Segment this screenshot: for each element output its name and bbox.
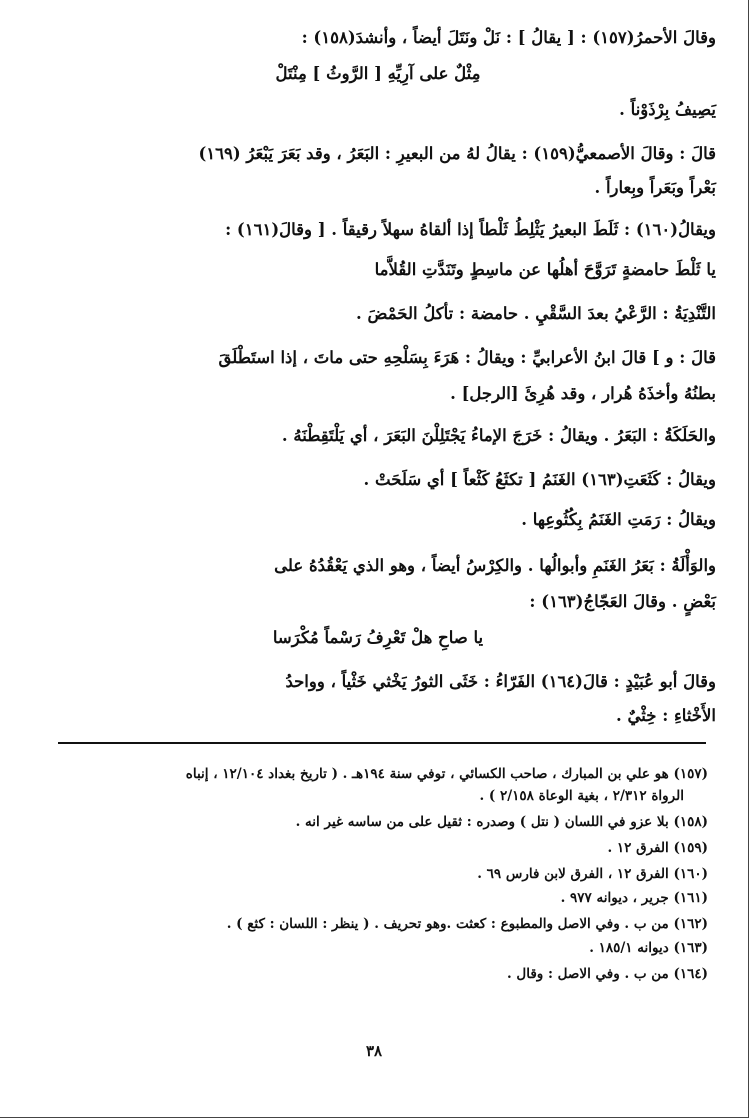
text-line: الأَخْثاءِ : خِثْيٌ . <box>616 706 716 725</box>
page-number: ٣٨ <box>365 1042 383 1060</box>
footnote: (١٦٢) من ب . وفي الاصل والمطبوع : كعثت .وهو تحريف . ( ينظر : اللسان : كثع ) . <box>226 916 708 932</box>
verse-line: يا ثَلْطَ حامضةٍ تَرَوَّحَ أهلُها عن ماسِطٍ وتَنَدَّتِ القُلاَّما <box>374 260 716 279</box>
verse-line: مِثْلٌ على آرِيِّهِ [ الرَّوثُ ] مِنْتَلْ <box>275 64 481 83</box>
text-line: ويقالُ : رَمَتِ الغَنَمُ بِكُثُوعِها . <box>521 510 716 529</box>
footnote: (١٥٩) الفرق ١٢ . <box>607 840 708 856</box>
footnote-separator <box>58 742 706 744</box>
footnote: (١٥٨) بلا عزو في اللسان ( نتل ) وصدره : ثقيل على من ساسه غير انه . <box>295 814 708 830</box>
footnote: (١٦١) جرير ، ديوانه ٩٧٧ . <box>560 890 708 906</box>
text-line: يَصِيفُ بِرْذَوْناً . <box>619 100 716 119</box>
text-line: والوَأْلَةُ : بَعَرُ الغَنَمِ وأبوالُها . والكِرْسُ أيضاً ، وهو الذي يَعْقُدُهُ على <box>274 556 716 575</box>
footnote: (١٦٠) الفرق ١٢ ، الفرق لابن فارس ٦٩ . <box>477 866 708 882</box>
verse-line: يا صاحِ هلْ تَعْرِفُ رَسْماً مُكْرَسا <box>272 628 484 647</box>
text-line: والحَلَكَةُ : البَعَرُ . ويقالُ : خَرَجَ الإماءُ يَجْتَلِلْنَ البَعَرَ ، أي يَلْتَقِطْنَهُ . <box>281 426 716 445</box>
footnote: (١٥٧) هو علي بن المبارك ، صاحب الكسائي ، توفي سنة ١٩٤هـ . ( تاريخ بغداد ١٢/١٠٤ ، إنباه <box>185 766 708 782</box>
footnote: الرواة ٢/٣١٢ ، بغية الوعاة ٢/١٥٨ ) . <box>479 788 684 804</box>
text-line: بطنُهُ وأخذَهُ هُرار ، وقد هُرِئَ [الرجل] . <box>450 384 716 403</box>
text-line: ويقالُ : كَثَعَتِ(١٦٣) الغَنَمُ [ تكثَعُ كَثْعاً ] أي سَلَحَتْ . <box>363 470 716 489</box>
text-line: قالَ : و ] قالَ ابنُ الأعرابيِّ : ويقالُ : هَرَءَ بِسَلْحِهِ حتى ماتَ ، إذا استَطْلَقَ <box>218 348 716 367</box>
footnote: (١٦٤) من ب . وفي الاصل : وقال . <box>507 966 708 982</box>
footnote: (١٦٣) ديوانه ١٨٥/١ . <box>589 940 708 956</box>
text-line: قالَ : وقالَ الأصمعيُّ(١٥٩) : يقالُ لهُ من البعيرِ : البَعَرُ ، وقد بَعَرَ يَبْعَرُ (١٦٩) <box>198 144 716 163</box>
text-line: التَّنْدِيَةُ : الرَّعْيُ بعدَ السَّقْيِ . حامضة : تأكلُ الحَمْضَ . <box>356 304 716 323</box>
text-line: بَعْراً وبَعَراً وبِعاراً . <box>594 178 716 197</box>
text-line: بَعْضٍ . وقالَ العَجّاجُ(١٦٣) : <box>529 592 716 611</box>
text-line: وقالَ الأحمرُ(١٥٧) : [ يقالُ ] : نَلْ ونَتَلَ أيضاً ، وأنشدَ(١٥٨) : <box>301 28 716 47</box>
text-line: وقالَ أبو عُبَيْدٍ : قالَ(١٦٤) الفَرّاءُ : خَثَى الثورُ يَخْثي خَثْياً ، وواحدُ <box>285 672 716 691</box>
text-line: ويقالُ(١٦٠) : ثَلَطَ البعيرُ يَثْلِطُ ثَلْطاً إذا ألقاهُ سهلاً رقيقاً . [ وقالَ(١٦١) : <box>225 220 716 239</box>
